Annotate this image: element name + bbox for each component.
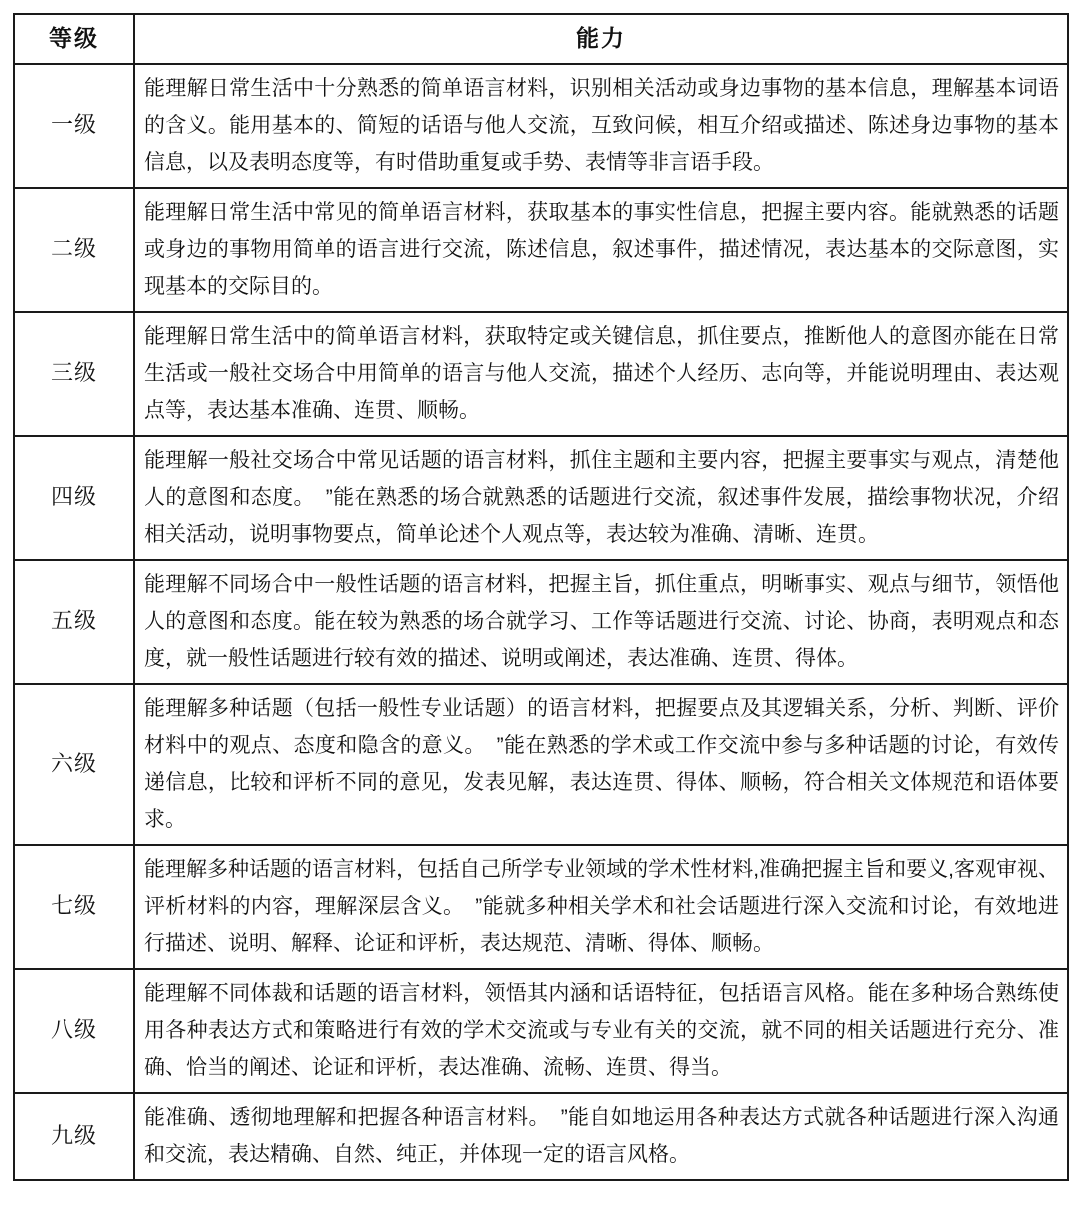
- table-row: [14, 64, 1068, 188]
- level-cell: 八级: [14, 969, 134, 1093]
- ability-cell: 能理解不同体裁和话题的语言材料，领悟其内涵和话语特征，包括语言风格。能在多种场合熟练使用各种表达方式和策略进行有效的学术交流或与专业有关的交流，就不同的相关话题进行充分、准确、恰当的阐述、论证和评析，表达准确、流畅、连贯、得当。: [134, 969, 1068, 1093]
- ability-cell: 能理解日常生活中常见的简单语言材料，获取基本的事实性信息，把握主要内容。能就熟悉的话题或身边的事物用简单的语言进行交流，陈述信息，叙述事件，描述情况，表达基本的交际意图，实现基本的交际目的。: [134, 188, 1068, 312]
- level-cell: 四级: [14, 436, 134, 560]
- level-ability-table: [13, 13, 1069, 1181]
- level-cell: 二级: [14, 188, 134, 312]
- table-header: [14, 14, 1068, 64]
- level-cell: 七级: [14, 845, 134, 969]
- table-row: [14, 845, 1068, 969]
- level-cell: 三级: [14, 312, 134, 436]
- ability-cell: 能理解日常生活中十分熟悉的简单语言材料，识别相关活动或身边事物的基本信息，理解基本词语的含义。能用基本的、简短的话语与他人交流，互致问候，相互介绍或描述、陈述身边事物的基本信息，以及表明态度等，有时借助重复或手势、表情等非言语手段。: [134, 64, 1068, 188]
- level-cell: 九级: [14, 1093, 134, 1180]
- ability-cell: 能理解一般社交场合中常见话题的语言材料，抓住主题和主要内容，把握主要事实与观点，清楚他人的意图和态度。 ”能在熟悉的场合就熟悉的话题进行交流，叙述事件发展，描绘事物状况，介绍相关活动，说明事物要点，简单论述个人观点等，表达较为准确、清晰、连贯。: [134, 436, 1068, 560]
- table-row: [14, 969, 1068, 1093]
- header-row: [14, 14, 1068, 64]
- ability-cell: 能理解日常生活中的简单语言材料，获取特定或关键信息，抓住要点，推断他人的意图亦能在日常生活或一般社交场合中用简单的语言与他人交流，描述个人经历、志向等，并能说明理由、表达观点等，表达基本准确、连贯、顺畅。: [134, 312, 1068, 436]
- level-cell: 六级: [14, 684, 134, 845]
- table-row: [14, 436, 1068, 560]
- table-row: [14, 312, 1068, 436]
- column-header-level: 等级: [14, 14, 134, 64]
- table-row: [14, 188, 1068, 312]
- ability-cell: 能理解多种话题（包括一般性专业话题）的语言材料，把握要点及其逻辑关系，分析、判断、评价材料中的观点、态度和隐含的意义。 ”能在熟悉的学术或工作交流中参与多种话题的讨论，有效传递信息，比较和评析不同的意见，发表见解，表达连贯、得体、顺畅，符合相关文体规范和语体要求。: [134, 684, 1068, 845]
- level-cell: 一级: [14, 64, 134, 188]
- ability-cell: 能理解不同场合中一般性话题的语言材料，把握主旨，抓住重点，明晰事实、观点与细节，领悟他人的意图和态度。能在较为熟悉的场合就学习、工作等话题进行交流、讨论、协商，表明观点和态度，就一般性话题进行较有效的描述、说明或阐述，表达准确、连贯、得体。: [134, 560, 1068, 684]
- table-row: [14, 560, 1068, 684]
- column-header-ability: 能力: [134, 14, 1068, 64]
- ability-cell: 能理解多种话题的语言材料，包括自己所学专业领域的学术性材料,准确把握主旨和要义,客观审视、评析材料的内容，理解深层含义。 ”能就多种相关学术和社会话题进行深入交流和讨论，有效地进行描述、说明、解释、论证和评析，表达规范、清晰、得体、顺畅。: [134, 845, 1068, 969]
- ability-cell: 能准确、透彻地理解和把握各种语言材料。 ”能自如地运用各种表达方式就各种话题进行深入沟通和交流，表达精确、自然、纯正，并体现一定的语言风格。: [134, 1093, 1068, 1180]
- table-body: [14, 64, 1068, 1180]
- table-row: [14, 684, 1068, 845]
- table-row: [14, 1093, 1068, 1180]
- level-cell: 五级: [14, 560, 134, 684]
